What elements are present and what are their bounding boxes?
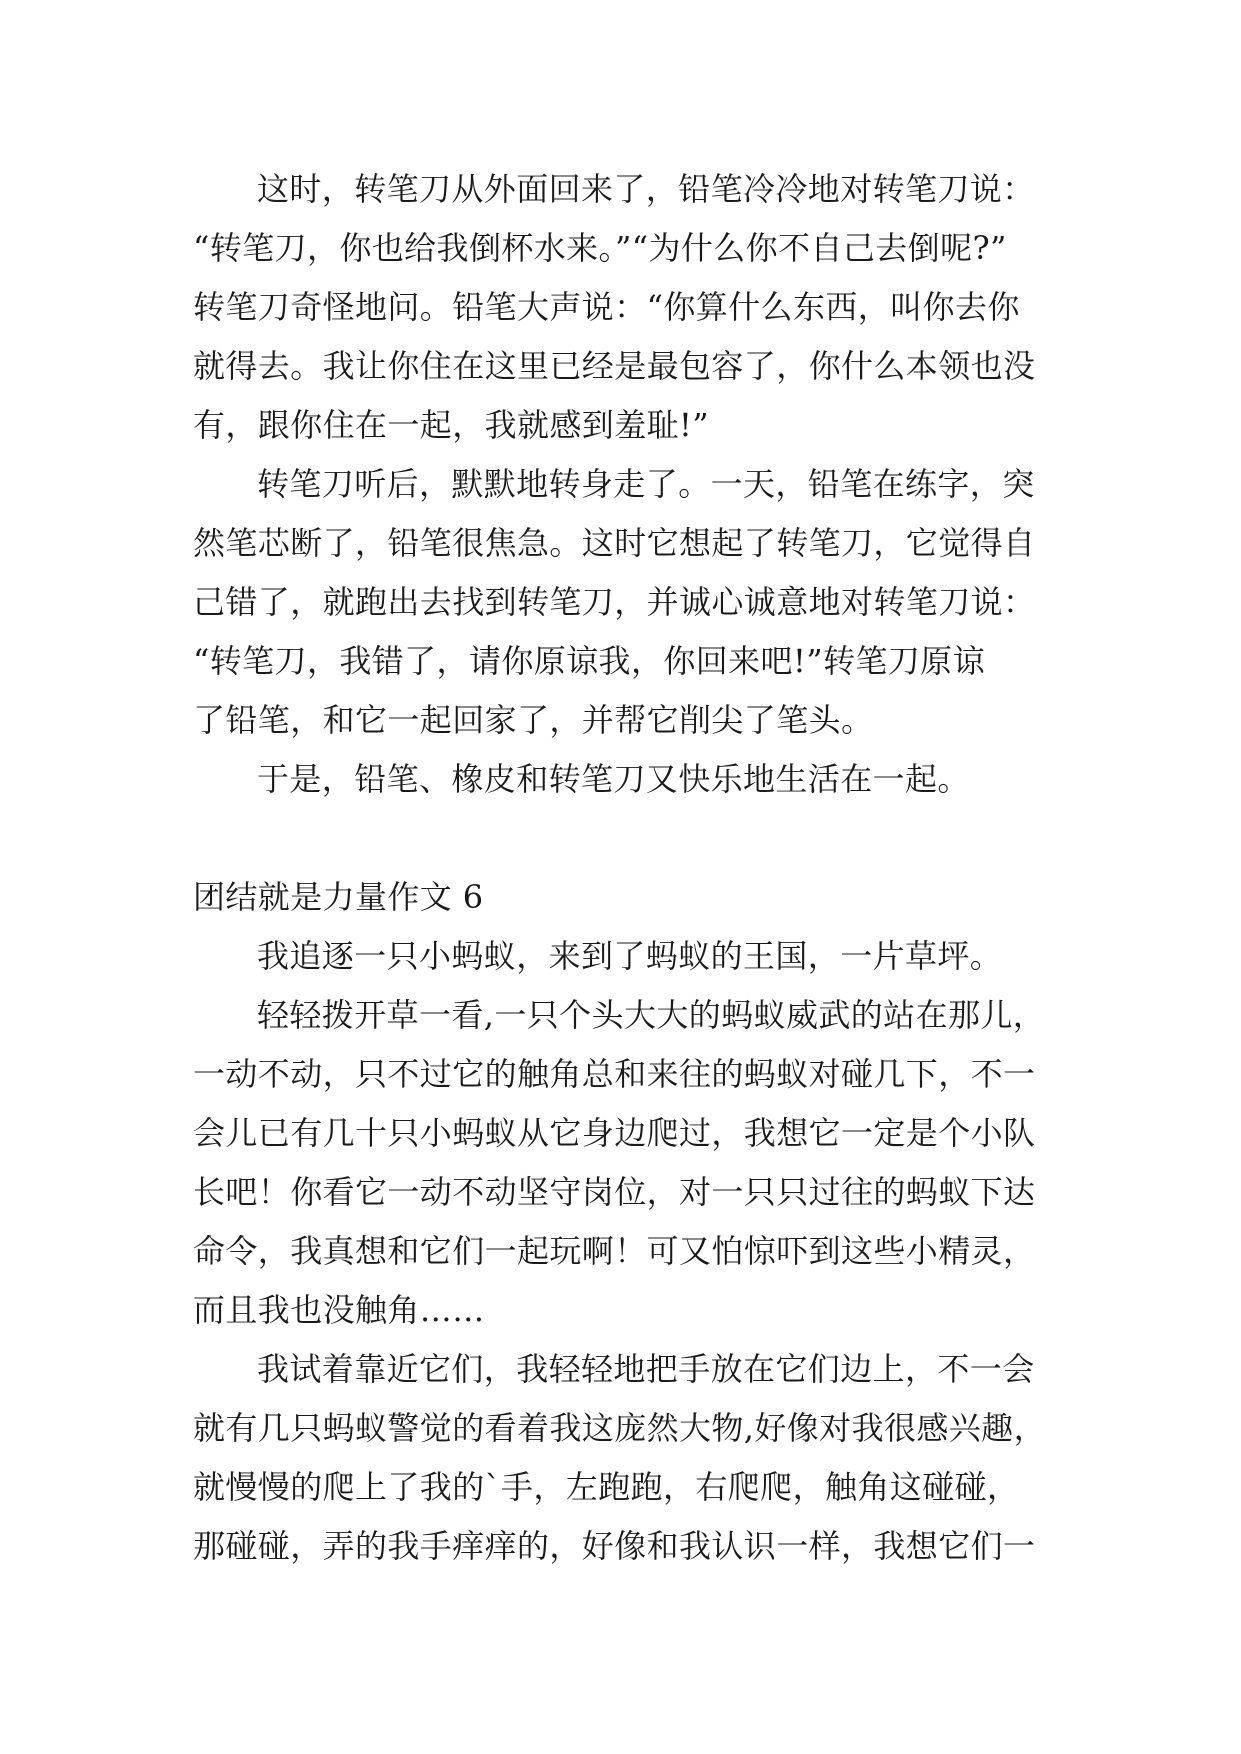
paragraph-line: 那碰碰，弄的我手痒痒的，好像和我认识一样，我想它们一 xyxy=(193,1527,1036,1565)
section-heading: 团结就是力量作文 6 xyxy=(193,878,484,916)
paragraph-line: 一动不动，只不过它的触角总和来往的蚂蚁对碰几下，不一 xyxy=(193,1055,1036,1093)
paragraph-line: 我试着靠近它们，我轻轻地把手放在它们边上，不一会 xyxy=(257,1350,1035,1388)
paragraph-line: 这时，转笔刀从外面回来了，铅笔冷冷地对转笔刀说： xyxy=(257,170,1035,208)
paragraph-line: “转笔刀，你也给我倒杯水来。”“为什么你不自己去倒呢?” xyxy=(193,229,1007,267)
paragraph-line: 于是，铅笔、橡皮和转笔刀又快乐地生活在一起。 xyxy=(257,760,970,798)
paragraph-line: 命令，我真想和它们一起玩啊！可又怕惊吓到这些小精灵， xyxy=(193,1232,1036,1270)
paragraph-line: 就得去。我让你住在这里已经是最包容了，你什么本领也没 xyxy=(193,347,1036,385)
paragraph-line: 有，跟你住在一起，我就感到羞耻!” xyxy=(193,406,710,444)
paragraph-line: 转笔刀奇怪地问。铅笔大声说：“你算什么东西，叫你去你 xyxy=(193,288,1020,326)
paragraph-line: 就慢慢的爬上了我的`手，左跑跑，右爬爬，触角这碰碰， xyxy=(193,1468,1020,1506)
paragraph-line: 长吧！你看它一动不动坚守岗位，对一只只过往的蚂蚁下达 xyxy=(193,1173,1036,1211)
paragraph-line: 而且我也没触角…… xyxy=(193,1291,485,1329)
paragraph-line: 己错了，就跑出去找到转笔刀，并诚心诚意地对转笔刀说： xyxy=(193,583,1036,621)
paragraph-line: 就有几只蚂蚁警觉的看着我这庞然大物,好像对我很感兴趣， xyxy=(193,1409,1046,1447)
paragraph-line: 转笔刀听后，默默地转身走了。一天，铅笔在练字，突 xyxy=(257,465,1035,503)
paragraph-line: “转笔刀，我错了，请你原谅我，你回来吧!”转笔刀原谅 xyxy=(193,642,985,680)
paragraph-line: 轻轻拨开草一看,一只个头大大的蚂蚁威武的站在那儿， xyxy=(257,996,1046,1034)
paragraph-line: 然笔芯断了，铅笔很焦急。这时它想起了转笔刀，它觉得自 xyxy=(193,524,1036,562)
paragraph-line: 会儿已有几十只小蚂蚁从它身边爬过，我想它一定是个小队 xyxy=(193,1114,1036,1152)
paragraph-line: 我追逐一只小蚂蚁，来到了蚂蚁的王国，一片草坪。 xyxy=(257,937,1003,975)
paragraph-line: 了铅笔，和它一起回家了，并帮它削尖了笔头。 xyxy=(193,701,874,739)
